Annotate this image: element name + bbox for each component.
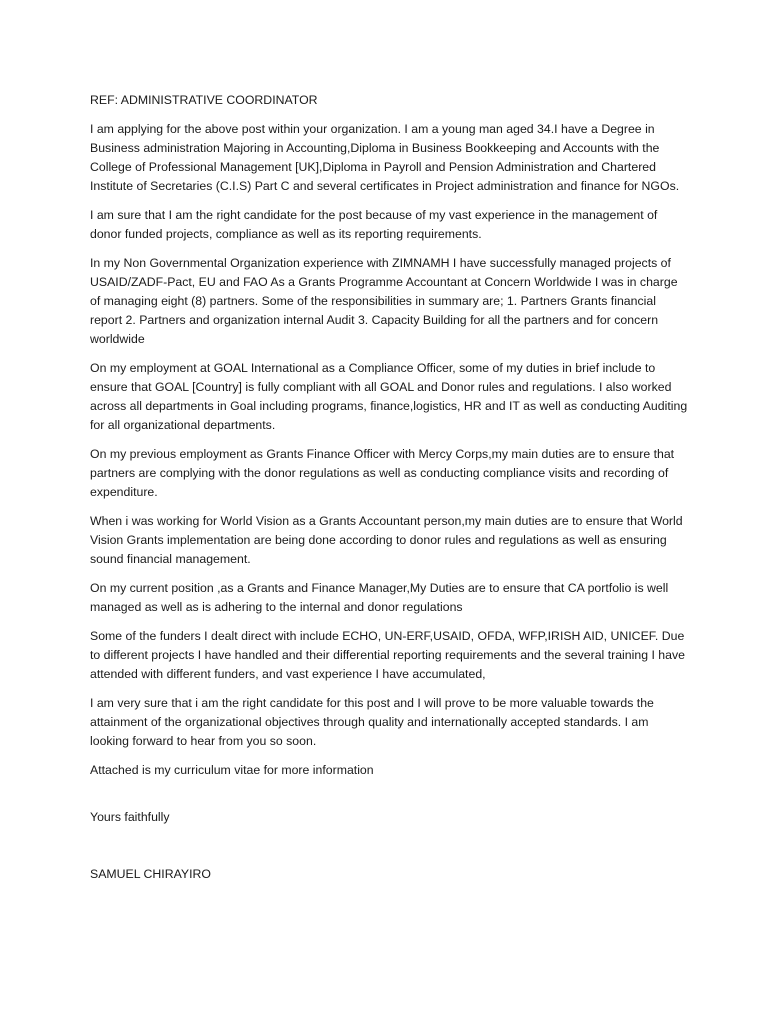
paragraph-world-vision: When i was working for World Vision as a Grants Accountant person,my main duties are to ensure that World Vision Grants implementation are being done according to donor rules and regulations as well as ensuring sound financial management. [90, 514, 683, 566]
paragraph-current-position: On my current position ,as a Grants and Finance Manager,My Duties are to ensure that CA portfolio is well managed as well as is adhering to the internal and donor regulations [90, 581, 669, 614]
paragraph-funders: Some of the funders I dealt direct with include ECHO, UN-ERF,USAID, OFDA, WFP,IRISH AID, UNICEF. Due to different projects I have handled and their differential reporting requirements and the several training I have attended with different funders, and vast experience I have accumulated, [90, 629, 685, 681]
paragraph-ngo-experience: In my Non Governmental Organization experience with ZIMNAMH I have successfully managed projects of USAID/ZADF-Pact, EU and FAO As a Grants Programme Accountant at Concern Worldwide I was in charge of managing eight (8) partners. Some of the responsibilities in summary are; 1. Partners Grants financial report 2. Partners and organization internal Audit 3. Capacity Building for all the partners and for concern worldwide [90, 256, 678, 346]
signature-name: SAMUEL CHIRAYIRO [90, 867, 211, 881]
reference-heading: REF: ADMINISTRATIVE COORDINATOR [90, 93, 318, 107]
paragraph-conclusion: I am very sure that i am the right candidate for this post and I will prove to be more valuable towards the attainment of the organizational objectives through quality and internationally accepted standards. I am looking forward to hear from you so soon. [90, 696, 654, 748]
paragraph-attachment: Attached is my curriculum vitae for more information [90, 763, 374, 777]
paragraph-goal-international: On my employment at GOAL International as a Compliance Officer, some of my duties in brief include to ensure that GOAL [Country] is fully compliant with all GOAL and Donor rules and regulations. I also worked across all departments in Goal including programs, finance,logistics, HR and IT as well as conducting Auditing for all organizational departments. [90, 361, 688, 432]
paragraph-mercy-corps: On my previous employment as Grants Finance Officer with Mercy Corps,my main duties are to ensure that partners are complying with the donor regulations as well as conducting compliance visits and recording of expenditure. [90, 447, 675, 499]
paragraph-suitability: I am sure that I am the right candidate for the post because of my vast experience in the management of donor funded projects, compliance as well as its reporting requirements. [90, 208, 658, 241]
letter-page [90, 91, 690, 894]
closing-salutation: Yours faithfully [90, 810, 170, 824]
paragraph-qualifications: I am applying for the above post within your organization. I am a young man aged 34.I have a Degree in Business administration Majoring in Accounting,Diploma in Business Bookkeeping and Accounts with the College of Professional Management [UK],Diploma in Payroll and Pension Administration and Chartered Institute of Secretaries (C.I.S) Part C and several certificates in Project administration and finance for NGOs. [90, 122, 680, 193]
